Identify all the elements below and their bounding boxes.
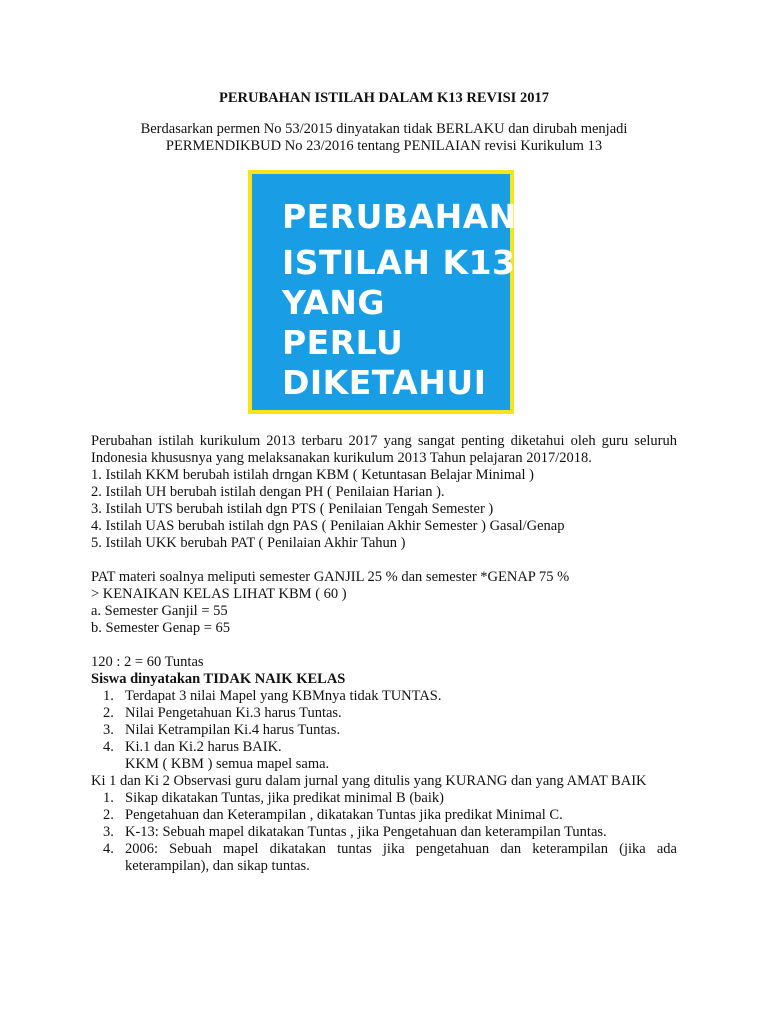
banner-line-2: ISTILAH K13 xyxy=(282,243,516,282)
spacer xyxy=(91,637,677,654)
list-item: 2. Nilai Pengetahuan Ki.3 harus Tuntas. xyxy=(103,705,342,721)
banner-line-3: YANG xyxy=(282,283,385,322)
pat-section xyxy=(91,569,677,637)
pat-line-4: b. Semester Genap = 65 xyxy=(91,620,231,636)
banner-line-5: DIKETAHUI xyxy=(282,363,487,402)
pat-line-3: a. Semester Ganjil = 55 xyxy=(91,603,228,619)
list-item: 3. K-13: Sebuah mapel dikatakan Tuntas , jika Pengetahuan dan keterampilan Tuntas. xyxy=(103,824,607,840)
not-promoted-heading: Siswa dinyatakan TIDAK NAIK KELAS xyxy=(91,671,346,687)
intro-line-1: Berdasarkan permen No 53/2015 dinyatakan tidak BERLAKU dan dirubah menjadi xyxy=(140,121,628,137)
intro-paragraph xyxy=(91,121,677,155)
kkm-note: KKM ( KBM ) semua mapel sama. xyxy=(125,756,330,772)
list-item: 1. Sikap dikatakan Tuntas, jika predikat minimal B (baik) xyxy=(103,790,444,806)
change-item: 3. Istilah UTS berubah istilah dgn PTS ( Penilaian Tengah Semester ) xyxy=(91,501,494,517)
list-item: 3. Nilai Ketrampilan Ki.4 harus Tuntas. xyxy=(103,722,341,738)
paragraph-intro-change: Perubahan istilah kurikulum 2013 terbaru 2017 yang sangat penting diketahui oleh guru seluruh Indonesia khususnya yang melaksanakan kurikulum 2013 Tahun pelajaran 2017/2018. xyxy=(91,433,677,466)
change-item: 1. Istilah KKM berubah istilah drngan KBM ( Ketuntasan Belajar Minimal ) xyxy=(91,467,534,483)
list-item: 2. Pengetahuan dan Keterampilan , dikatakan Tuntas jika predikat Minimal C. xyxy=(103,807,563,823)
change-item: 5. Istilah UKK berubah PAT ( Penilaian Akhir Tahun ) xyxy=(91,535,406,551)
changes-list xyxy=(91,467,677,552)
banner-image xyxy=(248,170,517,414)
criteria-list xyxy=(91,790,677,875)
list-item: 1. Terdapat 3 nilai Mapel yang KBMnya tidak TUNTAS. xyxy=(103,688,442,704)
spacer xyxy=(91,552,677,569)
change-item: 2. Istilah UH berubah istilah dengan PH ( Penilaian Harian ). xyxy=(91,484,445,500)
not-promoted-list xyxy=(91,688,677,756)
calculation-line: 120 : 2 = 60 Tuntas xyxy=(91,654,204,670)
document-body xyxy=(91,433,677,875)
pat-line-1: PAT materi soalnya meliputi semester GANJIL 25 % dan semester *GENAP 75 % xyxy=(91,569,570,585)
document-title: PERUBAHAN ISTILAH DALAM K13 REVISI 2017 xyxy=(219,90,549,106)
ki-observation: Ki 1 dan Ki 2 Observasi guru dalam jurnal yang ditulis yang KURANG dan yang AMAT BAIK xyxy=(91,773,647,789)
list-item: 4. 2006: Sebuah mapel dikatakan tuntas jika pengetahuan dan keterampilan (jika ada keterampilan), dan sikap tuntas. xyxy=(103,841,677,874)
pat-line-2: > KENAIKAN KELAS LIHAT KBM ( 60 ) xyxy=(91,586,347,602)
banner-line-4: PERLU xyxy=(282,323,404,362)
banner-line-1: PERUBAHAN xyxy=(282,197,517,236)
intro-line-2: PERMENDIKBUD No 23/2016 tentang PENILAIAN revisi Kurikulum 13 xyxy=(165,138,603,154)
list-item: 4. Ki.1 dan Ki.2 harus BAIK. xyxy=(103,739,282,755)
change-item: 4. Istilah UAS berubah istilah dgn PAS ( Penilaian Akhir Semester ) Gasal/Genap xyxy=(91,518,565,534)
